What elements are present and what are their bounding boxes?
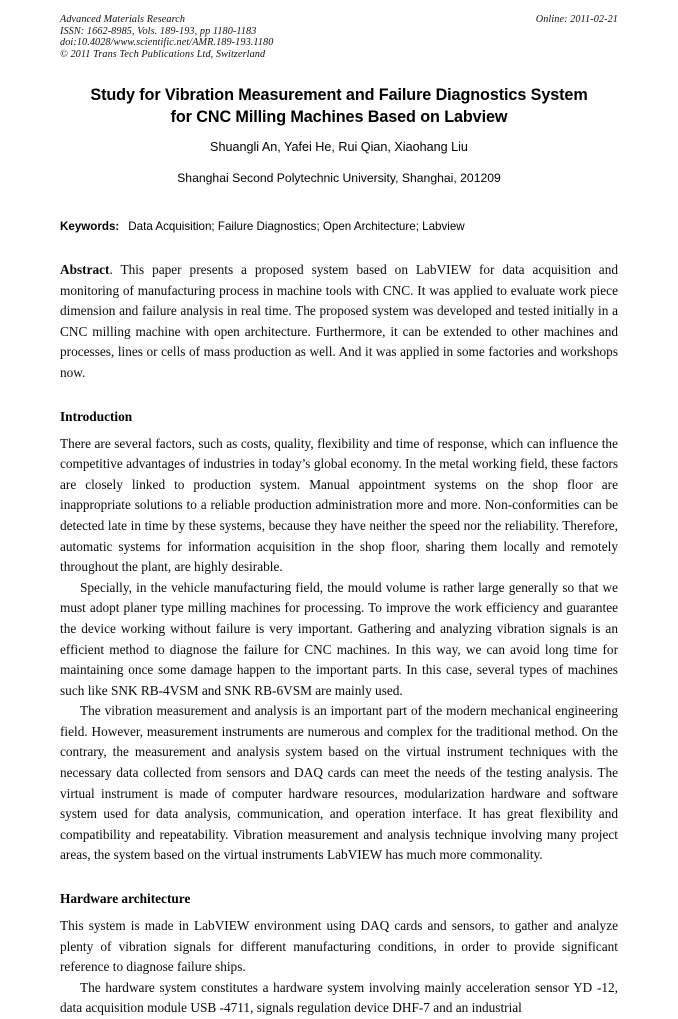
abstract-label: Abstract <box>60 262 110 277</box>
section-hardware-architecture <box>60 890 618 1019</box>
journal-doi-line: doi:10.4028/www.scientific.net/AMR.189-193.1180 <box>60 37 274 49</box>
paragraph-intro-2: Specially, in the vehicle manufacturing field, the mould volume is rather large generally so that we must adopt planer type milling machines for processing. To improve the work efficiency and guarantee the device working without failure is very important. Gathering and analyzing vibration signals is an efficient method to diagnose the failure for CNC machines. In this way, we can avoid long time for maintaining once some damage happen to the important parts. In this case, several types of machines such like SNK RB-4VSM and SNK RB-6VSM are mainly used. <box>60 579 618 698</box>
journal-issn-line: ISSN: 1662-8985, Vols. 189-193, pp 1180-1183 <box>60 25 257 37</box>
section-introduction <box>60 408 618 866</box>
keywords-row <box>60 219 618 234</box>
paragraph-hardware-1: This system is made in LabVIEW environment using DAQ cards and sensors, to gather and analyze plenty of vibration signals for different manufacturing conditions, in order to provide significant reference to diagnose failure ships. <box>60 918 618 975</box>
journal-header-left <box>60 14 480 60</box>
title-block <box>60 84 618 186</box>
paragraph-intro-3: The vibration measurement and analysis is an important part of the modern mechanical engineering field. However, measurement instruments are numerous and complex for the traditional method. On the contrary, the measurement and analysis system based on the virtual instrument techniques with the necessary data collected from sensors and DAQ cards can meet the needs of the testing analysis. The virtual instrument is made of computer hardware resources, modularization hardware and software system used for data analysis, communication, and operation interface. It has great flexibility and compatibility and repeatability. Vibration measurement and analysis technique involving many project areas, the system based on the virtual instruments LabVIEW has much more commonality. <box>60 703 618 863</box>
paragraph-intro-1: There are several factors, such as costs, quality, flexibility and time of response, which can influence the competitive advantages of industries in today’s global economy. In the metal working field, these factors are closely linked to production system. Manual appointment systems on the shop floor are inappropriate solutions to a reliable production administration more and more. Non-conformities can be detected late in time by these systems, because they have neither the speed nor the reliability. Therefore, automatic systems for information acquisition in the shop floor, sharing them locally and remotely throughout the plant, are highly desirable. <box>60 435 618 575</box>
journal-copyright-line: © 2011 Trans Tech Publications Ltd, Switzerland <box>60 48 266 60</box>
affiliation: Shanghai Second Polytechnic University, Shanghai, 201209 <box>177 171 501 185</box>
keywords-value: Data Acquisition; Failure Diagnostics; Open Architecture; Labview <box>128 220 465 233</box>
abstract-paragraph <box>60 260 618 384</box>
section-heading-introduction: Introduction <box>60 408 133 424</box>
paragraph-hardware-2: The hardware system constitutes a hardware system involving mainly acceleration sensor YD -12, data acquisition module USB -4711, signals regulation device DHF-7 and an industrial <box>60 979 618 1016</box>
author-list: Shuangli An, Yafei He, Rui Qian, Xiaohang Liu <box>210 140 468 154</box>
paragraph-hardware-2-clip <box>60 978 618 1019</box>
page-title: Study for Vibration Measurement and Failure Diagnostics System for CNC Milling Machines Based on Labview <box>90 86 588 126</box>
journal-running-header <box>60 14 618 70</box>
keywords-label: Keywords: <box>60 220 120 233</box>
journal-name: Advanced Materials Research <box>60 14 186 25</box>
section-heading-hardware-architecture: Hardware architecture <box>60 891 191 907</box>
online-publication-date: Online: 2011-02-21 <box>535 14 618 25</box>
abstract-text: . This paper presents a proposed system based on LabVIEW for data acquisition and monitoring of manufacturing process in machine tools with CNC. It was applied to evaluate work piece dimension and failure analysis in real time. The proposed system was developed and tested initially in a CNC milling machine with open architecture. Furthermore, it can be extended to other machines and processes, lines or cells of mass production as well. And it was applied in some factories and workshops now. <box>60 262 618 380</box>
